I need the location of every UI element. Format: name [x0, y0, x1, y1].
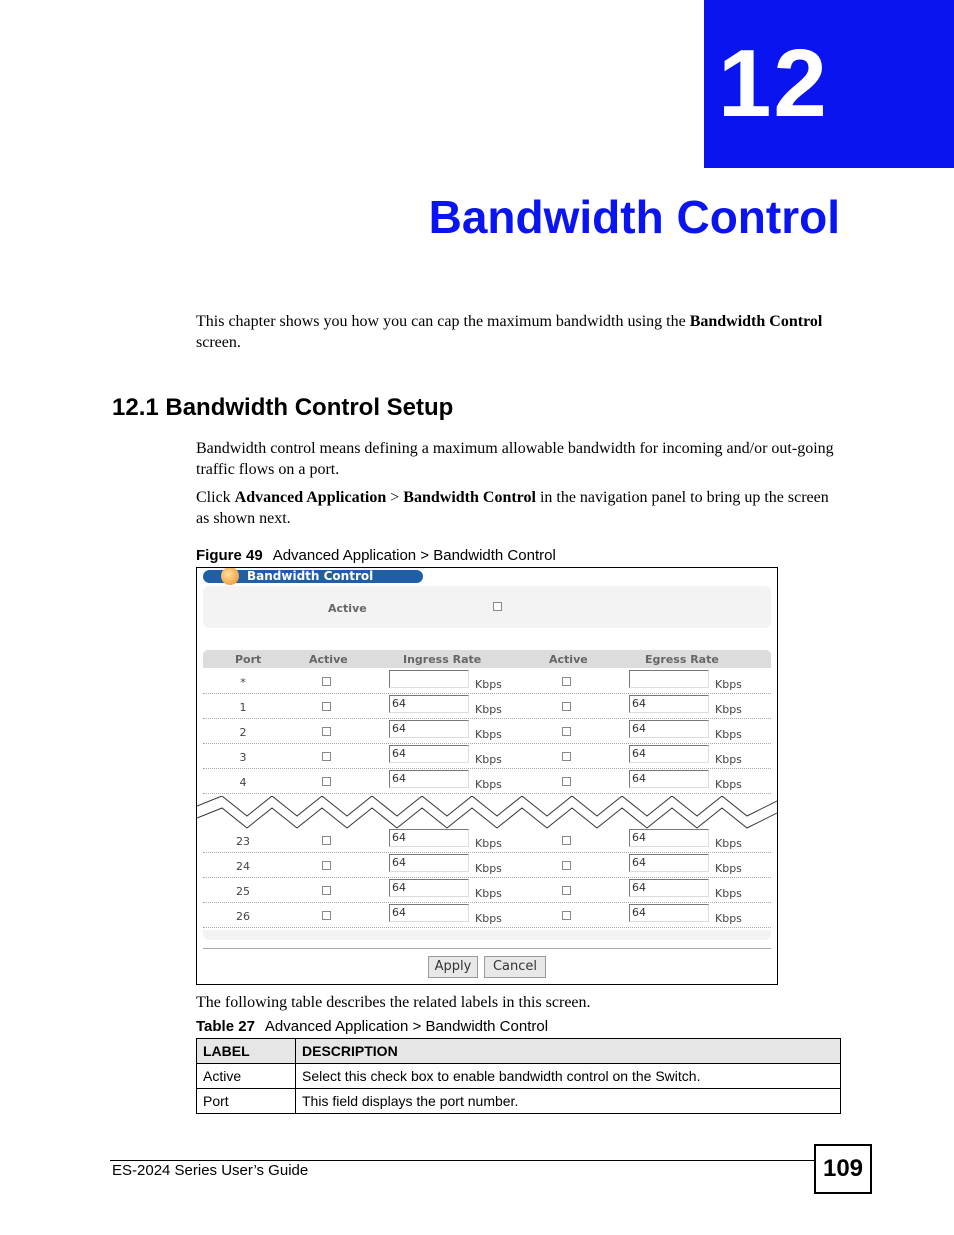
divider	[203, 948, 771, 949]
description-table	[196, 1038, 841, 1114]
port-row	[203, 694, 771, 719]
egress-rate-input[interactable]: 64	[629, 720, 709, 738]
ingress-unit: Kbps	[475, 728, 502, 741]
bandwidth-control-screenshot	[196, 567, 778, 985]
cancel-button[interactable]: Cancel	[484, 956, 546, 978]
header-port: Port	[235, 653, 262, 666]
egress-unit: Kbps	[715, 837, 742, 850]
ingress-active-checkbox[interactable]	[322, 886, 331, 895]
header-egress-rate: Egress Rate	[645, 653, 719, 666]
screen-title: Bandwidth Control	[247, 569, 374, 583]
table-caption: Table 27 Advanced Application > Bandwidth Control	[196, 1018, 549, 1035]
egress-unit: Kbps	[715, 678, 742, 691]
egress-unit: Kbps	[715, 912, 742, 925]
egress-active-checkbox[interactable]	[562, 861, 571, 870]
egress-rate-input[interactable]: 64	[629, 829, 709, 847]
egress-active-checkbox[interactable]	[562, 752, 571, 761]
table-header	[203, 650, 771, 668]
ingress-unit: Kbps	[475, 837, 502, 850]
table-row	[197, 1089, 841, 1114]
global-active-label: Active	[328, 602, 367, 615]
port-number: 23	[236, 835, 250, 848]
egress-active-checkbox[interactable]	[562, 886, 571, 895]
ingress-active-checkbox[interactable]	[322, 727, 331, 736]
egress-unit: Kbps	[715, 778, 742, 791]
port-row	[203, 719, 771, 744]
ingress-unit: Kbps	[475, 887, 502, 900]
ingress-unit: Kbps	[475, 678, 502, 691]
column-label: LABEL	[197, 1039, 296, 1064]
egress-unit: Kbps	[715, 703, 742, 716]
egress-active-checkbox[interactable]	[562, 677, 571, 686]
ingress-rate-input[interactable]: 64	[389, 720, 469, 738]
footer-rule	[110, 1160, 814, 1161]
egress-rate-input[interactable]: 64	[629, 695, 709, 713]
paragraph-navigation: Click Advanced Application > Bandwidth Control in the navigation panel to bring up the screen as shown next.	[196, 489, 829, 527]
cell-description: Select this check box to enable bandwidth control on the Switch.	[296, 1064, 841, 1089]
egress-active-checkbox[interactable]	[562, 777, 571, 786]
egress-rate-input[interactable]: 64	[629, 854, 709, 872]
egress-rate-input[interactable]: 64	[629, 745, 709, 763]
port-number: 2	[239, 726, 247, 739]
egress-active-checkbox[interactable]	[562, 911, 571, 920]
egress-unit: Kbps	[715, 887, 742, 900]
ingress-rate-input[interactable]: 64	[389, 854, 469, 872]
break-indicator	[197, 796, 778, 832]
ingress-active-checkbox[interactable]	[322, 861, 331, 870]
port-row	[203, 769, 771, 794]
ingress-active-checkbox[interactable]	[322, 677, 331, 686]
paragraph-definition: Bandwidth control means defining a maximum allowable bandwidth for incoming and/or out-going traffic flows on a port.	[196, 440, 834, 478]
cell-label: Port	[197, 1089, 296, 1114]
port-number: *	[240, 676, 246, 689]
chapter-title: Bandwidth Control	[428, 191, 840, 243]
cell-label: Active	[197, 1064, 296, 1089]
ingress-unit: Kbps	[475, 778, 502, 791]
ingress-unit: Kbps	[475, 912, 502, 925]
figure-caption: Figure 49 Advanced Application > Bandwidth Control	[196, 547, 556, 564]
port-row	[203, 669, 771, 694]
column-description: DESCRIPTION	[296, 1039, 841, 1064]
table-intro: The following table describes the related labels in this screen.	[196, 994, 591, 1011]
egress-active-checkbox[interactable]	[562, 702, 571, 711]
ingress-rate-input[interactable]: 64	[389, 695, 469, 713]
ingress-rate-input[interactable]: 64	[389, 904, 469, 922]
header-active-egress: Active	[549, 653, 588, 666]
egress-rate-input[interactable]: 64	[629, 770, 709, 788]
screen-title-bar	[203, 570, 423, 583]
egress-unit: Kbps	[715, 728, 742, 741]
port-number: 1	[239, 701, 247, 714]
port-row	[203, 903, 771, 928]
intro-paragraph: This chapter shows you how you can cap the maximum bandwidth using the Bandwidth Control screen.	[196, 313, 823, 351]
port-row	[203, 744, 771, 769]
ingress-rate-input[interactable]: 64	[389, 829, 469, 847]
port-number: 4	[239, 776, 247, 789]
table-bottom-bar	[203, 930, 771, 940]
port-row	[203, 853, 771, 878]
footer-guide-title: ES-2024 Series User’s Guide	[112, 1162, 309, 1179]
chapter-number: 12	[704, 0, 954, 168]
ingress-active-checkbox[interactable]	[322, 836, 331, 845]
section-heading: 12.1 Bandwidth Control Setup	[112, 394, 454, 421]
ingress-active-checkbox[interactable]	[322, 702, 331, 711]
global-active-checkbox[interactable]	[493, 602, 502, 611]
port-number: 24	[236, 860, 250, 873]
egress-rate-input[interactable]: 64	[629, 879, 709, 897]
egress-active-checkbox[interactable]	[562, 836, 571, 845]
ingress-rate-input[interactable]	[389, 670, 469, 688]
egress-unit: Kbps	[715, 753, 742, 766]
egress-active-checkbox[interactable]	[562, 727, 571, 736]
ingress-unit: Kbps	[475, 862, 502, 875]
apply-button[interactable]: Apply	[428, 956, 478, 978]
egress-rate-input[interactable]: 64	[629, 904, 709, 922]
table-header-row	[197, 1039, 841, 1064]
port-number: 26	[236, 910, 250, 923]
ingress-rate-input[interactable]: 64	[389, 770, 469, 788]
ingress-unit: Kbps	[475, 753, 502, 766]
title-orb-icon	[221, 567, 239, 585]
port-row	[203, 878, 771, 903]
table-row	[197, 1064, 841, 1089]
ingress-rate-input[interactable]: 64	[389, 745, 469, 763]
global-active-panel	[203, 586, 771, 628]
port-number: 25	[236, 885, 250, 898]
cell-description: This field displays the port number.	[296, 1089, 841, 1114]
ingress-unit: Kbps	[475, 703, 502, 716]
page-number: 109	[814, 1144, 872, 1194]
ingress-active-checkbox[interactable]	[322, 752, 331, 761]
header-active-ingress: Active	[309, 653, 348, 666]
ingress-active-checkbox[interactable]	[322, 911, 331, 920]
header-ingress-rate: Ingress Rate	[403, 653, 482, 666]
egress-rate-input[interactable]	[629, 670, 709, 688]
ingress-rate-input[interactable]: 64	[389, 879, 469, 897]
ingress-active-checkbox[interactable]	[322, 777, 331, 786]
egress-unit: Kbps	[715, 862, 742, 875]
port-number: 3	[239, 751, 247, 764]
